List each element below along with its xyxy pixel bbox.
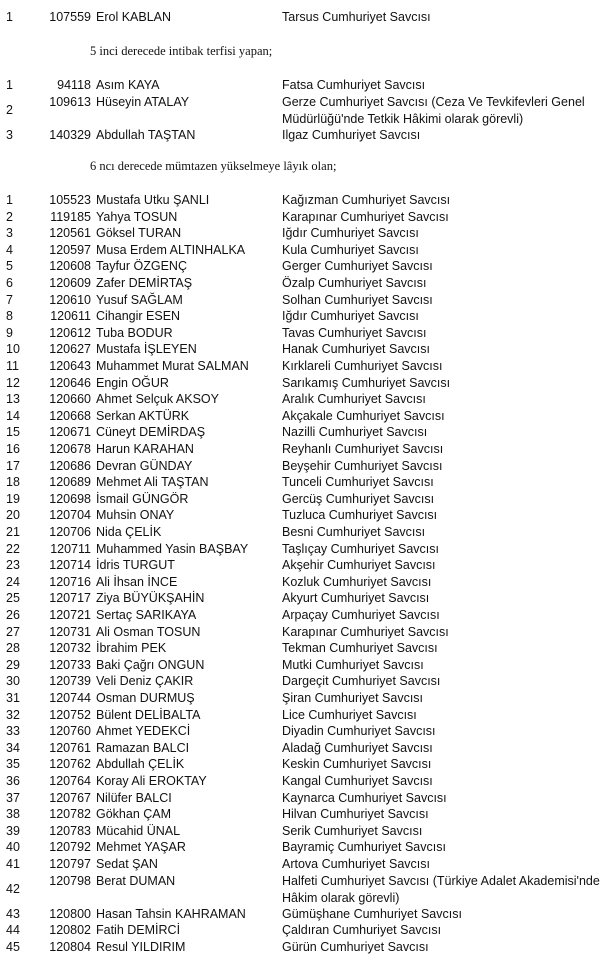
position-title: Solhan Cumhuriyet Savcısı bbox=[282, 292, 433, 307]
list-row bbox=[0, 607, 600, 624]
position-title: Halfeti Cumhuriyet Savcısı (Türkiye Adalet Akademisi'nde bbox=[282, 873, 600, 888]
position-title: Beyşehir Cumhuriyet Savcısı bbox=[282, 458, 443, 473]
list-row bbox=[0, 77, 600, 94]
list-row bbox=[0, 325, 600, 342]
position-title: Bayramiç Cumhuriyet Savcısı bbox=[282, 840, 446, 855]
list-row bbox=[0, 375, 600, 392]
row-number: 35 bbox=[6, 757, 20, 772]
person-name: Nilüfer BALCI bbox=[96, 790, 172, 805]
row-number: 21 bbox=[6, 525, 20, 539]
list-row bbox=[0, 225, 600, 242]
person-name: Osman DURMUŞ bbox=[96, 691, 195, 705]
registry-number: 120797 bbox=[49, 857, 91, 871]
person-name: Mustafa İŞLEYEN bbox=[96, 342, 197, 357]
list-row bbox=[0, 773, 600, 790]
person-name: Ahmet YEDEKCİ bbox=[96, 724, 191, 739]
registry-number: 94118 bbox=[57, 78, 91, 92]
person-name: Muhammed Yasin BAŞBAY bbox=[96, 541, 249, 556]
list-row bbox=[0, 839, 600, 856]
position-title: Kaynarca Cumhuriyet Savcısı bbox=[282, 790, 447, 805]
person-name: Göksel TURAN bbox=[96, 226, 182, 241]
row-number: 41 bbox=[6, 857, 20, 871]
list-row bbox=[0, 557, 600, 574]
registry-number: 120609 bbox=[49, 276, 91, 290]
row-number: 1 bbox=[6, 78, 13, 92]
list-row bbox=[0, 673, 600, 690]
registry-number: 120800 bbox=[49, 906, 91, 921]
list-row bbox=[0, 690, 600, 707]
list-row bbox=[0, 624, 600, 641]
list-row bbox=[0, 507, 600, 524]
person-name: Sedat ŞAN bbox=[96, 857, 158, 871]
registry-number: 120706 bbox=[49, 525, 91, 539]
position-title: Gerze Cumhuriyet Savcısı (Ceza Ve Tevkifevleri Genel bbox=[282, 94, 585, 109]
person-name: Asım KAYA bbox=[96, 78, 160, 92]
row-number: 9 bbox=[6, 325, 13, 340]
position-title: Arpaçay Cumhuriyet Savcısı bbox=[282, 608, 440, 622]
row-number: 7 bbox=[6, 292, 13, 307]
person-name: İsmail GÜNGÖR bbox=[96, 491, 189, 506]
person-name: Fatih DEMİRCİ bbox=[96, 923, 181, 938]
registry-number: 120733 bbox=[49, 657, 91, 672]
person-name: Nida ÇELİK bbox=[96, 525, 162, 539]
position-title: Artova Cumhuriyet Savcısı bbox=[282, 857, 430, 871]
position-title: Kula Cumhuriyet Savcısı bbox=[282, 242, 419, 257]
person-name: Yusuf SAĞLAM bbox=[96, 292, 183, 307]
registry-number: 120792 bbox=[49, 840, 91, 855]
registry-number: 120752 bbox=[49, 707, 91, 722]
registry-number: 120721 bbox=[49, 608, 91, 622]
row-number: 36 bbox=[6, 774, 20, 788]
person-name: Abdullah ÇELİK bbox=[96, 757, 185, 772]
person-name: Hüseyin ATALAY bbox=[96, 94, 190, 109]
person-name: Cihangir ESEN bbox=[96, 309, 181, 324]
position-title: Gercüş Cumhuriyet Savcısı bbox=[282, 491, 435, 506]
registry-number: 120608 bbox=[49, 259, 91, 274]
row-number: 25 bbox=[6, 591, 20, 606]
registry-number: 120686 bbox=[49, 458, 91, 473]
position-title: Kozluk Cumhuriyet Savcısı bbox=[282, 574, 432, 589]
person-name: İdris TURGUT bbox=[96, 558, 175, 573]
position-title: Şiran Cumhuriyet Savcısı bbox=[282, 691, 424, 705]
position-title: Taşlıçay Cumhuriyet Savcısı bbox=[282, 541, 439, 556]
position-title: Fatsa Cumhuriyet Savcısı bbox=[282, 78, 426, 92]
registry-number: 120731 bbox=[49, 624, 91, 639]
person-name: Zafer DEMİRTAŞ bbox=[96, 276, 193, 290]
registry-number: 120802 bbox=[49, 923, 91, 938]
position-title: Gümüşhane Cumhuriyet Savcısı bbox=[282, 906, 462, 921]
row-number: 3 bbox=[6, 127, 13, 142]
list-row bbox=[0, 258, 600, 275]
row-number: 19 bbox=[6, 491, 20, 506]
registry-number: 120760 bbox=[49, 724, 91, 739]
person-name: Mustafa Utku ŞANLI bbox=[96, 193, 210, 207]
person-name: Serkan AKTÜRK bbox=[96, 408, 190, 423]
list-row bbox=[0, 292, 600, 309]
row-number: 33 bbox=[6, 724, 20, 739]
registry-number: 120783 bbox=[49, 823, 91, 838]
list-row bbox=[0, 922, 600, 939]
list-row bbox=[0, 740, 600, 757]
registry-number: 120767 bbox=[49, 790, 91, 805]
list-row bbox=[0, 707, 600, 724]
person-name: Berat DUMAN bbox=[96, 873, 176, 888]
list-row bbox=[0, 873, 600, 907]
person-name: Ahmet Selçuk AKSOY bbox=[96, 392, 219, 407]
registry-number: 120804 bbox=[49, 940, 91, 954]
registry-number: 120717 bbox=[49, 591, 91, 606]
row-number: 40 bbox=[6, 840, 20, 855]
list-row bbox=[0, 441, 600, 458]
registry-number: 120798 bbox=[49, 873, 91, 888]
position-title-continued: Müdürlüğü'nde Tetkik Hâkimi olarak görevli) bbox=[282, 111, 524, 126]
person-name: Gökhan ÇAM bbox=[96, 807, 172, 822]
list-row bbox=[0, 424, 600, 441]
row-number: 23 bbox=[6, 558, 20, 573]
row-number: 42 bbox=[6, 881, 20, 896]
list-row bbox=[0, 474, 600, 491]
row-number: 44 bbox=[6, 923, 20, 938]
row-number: 3 bbox=[6, 226, 13, 241]
registry-number: 120764 bbox=[49, 774, 91, 788]
position-title: Reyhanlı Cumhuriyet Savcısı bbox=[282, 442, 444, 456]
registry-number: 120761 bbox=[49, 740, 91, 755]
registry-number: 120704 bbox=[49, 508, 91, 523]
row-number: 16 bbox=[6, 442, 20, 456]
person-name: Abdullah TAŞTAN bbox=[96, 127, 196, 142]
row-number: 2 bbox=[6, 209, 13, 224]
person-name: Baki Çağrı ONGUN bbox=[96, 657, 205, 672]
registry-number: 120698 bbox=[49, 491, 91, 506]
person-name: İbrahim PEK bbox=[96, 641, 167, 656]
person-name: Mücahid ÜNAL bbox=[96, 823, 181, 838]
list-row bbox=[0, 590, 600, 607]
list-row bbox=[0, 94, 600, 128]
row-number: 31 bbox=[6, 691, 20, 705]
registry-number: 120744 bbox=[49, 691, 91, 705]
list-row bbox=[0, 127, 600, 144]
position-title: Tarsus Cumhuriyet Savcısı bbox=[282, 10, 431, 24]
person-name: Tayfur ÖZGENÇ bbox=[96, 259, 187, 274]
row-number: 24 bbox=[6, 574, 20, 589]
person-name: Mehmet YAŞAR bbox=[96, 840, 186, 855]
position-title: Mutki Cumhuriyet Savcısı bbox=[282, 657, 424, 672]
registry-number: 120714 bbox=[49, 558, 91, 573]
registry-number: 140329 bbox=[49, 127, 91, 142]
row-number: 29 bbox=[6, 657, 20, 672]
row-number: 38 bbox=[6, 807, 20, 822]
row-number: 17 bbox=[6, 458, 20, 473]
list-row bbox=[0, 856, 600, 873]
registry-number: 120739 bbox=[49, 674, 91, 689]
position-title: Iğdır Cumhuriyet Savcısı bbox=[282, 226, 419, 241]
registry-number: 120597 bbox=[49, 242, 91, 257]
person-name: Musa Erdem ALTINHALKA bbox=[96, 242, 246, 257]
position-title: Serik Cumhuriyet Savcısı bbox=[282, 823, 423, 838]
list-row bbox=[0, 391, 600, 408]
person-name: Ali Osman TOSUN bbox=[96, 624, 201, 639]
position-title: Ilgaz Cumhuriyet Savcısı bbox=[282, 127, 421, 142]
registry-number: 120643 bbox=[49, 359, 91, 373]
position-title: Diyadin Cumhuriyet Savcısı bbox=[282, 724, 436, 739]
list-row bbox=[0, 209, 600, 226]
row-number: 13 bbox=[6, 392, 20, 407]
row-number: 34 bbox=[6, 740, 20, 755]
row-number: 2 bbox=[6, 102, 13, 117]
person-name: Ali İhsan İNCE bbox=[96, 574, 178, 589]
person-name: Koray Ali EROKTAY bbox=[96, 774, 207, 788]
person-name: Hasan Tahsin KAHRAMAN bbox=[96, 906, 246, 921]
row-number: 1 bbox=[6, 10, 13, 24]
position-title: Hanak Cumhuriyet Savcısı bbox=[282, 342, 430, 357]
list-row bbox=[0, 640, 600, 657]
list-row bbox=[0, 524, 600, 541]
position-title: Kağızman Cumhuriyet Savcısı bbox=[282, 193, 451, 207]
position-title: Gerger Cumhuriyet Savcısı bbox=[282, 259, 433, 274]
registry-number: 107559 bbox=[49, 10, 91, 24]
row-number: 43 bbox=[6, 906, 20, 921]
position-title: Tuzluca Cumhuriyet Savcısı bbox=[282, 508, 438, 523]
position-title: Tekman Cumhuriyet Savcısı bbox=[282, 641, 438, 656]
row-number: 22 bbox=[6, 541, 20, 556]
position-title: Tavas Cumhuriyet Savcısı bbox=[282, 325, 427, 340]
registry-number: 109613 bbox=[49, 94, 91, 109]
list-row bbox=[0, 723, 600, 740]
list-row bbox=[0, 192, 600, 209]
row-number: 11 bbox=[6, 359, 19, 373]
row-number: 20 bbox=[6, 508, 20, 523]
registry-number: 120762 bbox=[49, 757, 91, 772]
person-name: Erol KABLAN bbox=[96, 10, 172, 24]
registry-number: 120668 bbox=[49, 408, 91, 423]
list-row bbox=[0, 458, 600, 475]
registry-number: 120671 bbox=[49, 425, 91, 440]
row-number: 12 bbox=[6, 375, 20, 390]
list-row bbox=[0, 939, 600, 956]
list-row bbox=[0, 341, 600, 358]
position-title: Karapınar Cumhuriyet Savcısı bbox=[282, 209, 449, 224]
person-name: Muhammet Murat SALMAN bbox=[96, 359, 249, 373]
position-title: Gürün Cumhuriyet Savcısı bbox=[282, 940, 429, 954]
row-number: 6 bbox=[6, 276, 13, 290]
list-row bbox=[0, 9, 600, 26]
registry-number: 120646 bbox=[49, 375, 91, 390]
registry-number: 105523 bbox=[49, 193, 91, 207]
position-title: Akçakale Cumhuriyet Savcısı bbox=[282, 408, 445, 423]
position-title: Kangal Cumhuriyet Savcısı bbox=[282, 774, 433, 788]
list-row bbox=[0, 491, 600, 508]
position-title: Hilvan Cumhuriyet Savcısı bbox=[282, 807, 429, 822]
person-name: Devran GÜNDAY bbox=[96, 458, 193, 473]
registry-number: 120716 bbox=[49, 574, 91, 589]
row-number: 32 bbox=[6, 707, 20, 722]
registry-number: 120610 bbox=[49, 292, 91, 307]
list-row bbox=[0, 823, 600, 840]
position-title: Aladağ Cumhuriyet Savcısı bbox=[282, 740, 433, 755]
registry-number: 120711 bbox=[50, 541, 91, 556]
person-name: Resul YILDIRIM bbox=[96, 940, 186, 954]
list-row bbox=[0, 541, 600, 558]
list-row bbox=[0, 657, 600, 674]
row-number: 26 bbox=[6, 608, 20, 622]
registry-number: 120689 bbox=[49, 475, 91, 490]
row-number: 28 bbox=[6, 641, 20, 656]
position-title: Akyurt Cumhuriyet Savcısı bbox=[282, 591, 430, 606]
row-number: 1 bbox=[6, 193, 13, 207]
row-number: 10 bbox=[6, 342, 20, 357]
registry-number: 120660 bbox=[49, 392, 91, 407]
row-number: 14 bbox=[6, 408, 20, 423]
position-title-continued: Hâkim olarak görevli) bbox=[282, 890, 400, 905]
position-title: Kırklareli Cumhuriyet Savcısı bbox=[282, 359, 443, 373]
person-name: Engin OĞUR bbox=[96, 375, 169, 390]
person-name: Yahya TOSUN bbox=[96, 209, 178, 224]
registry-number: 119185 bbox=[50, 209, 91, 224]
row-number: 8 bbox=[6, 309, 13, 324]
position-title: Karapınar Cumhuriyet Savcısı bbox=[282, 624, 449, 639]
list-row bbox=[0, 275, 600, 292]
row-number: 15 bbox=[6, 425, 20, 440]
registry-number: 120611 bbox=[50, 309, 91, 324]
position-title: Iğdır Cumhuriyet Savcısı bbox=[282, 309, 419, 324]
row-number: 39 bbox=[6, 823, 20, 838]
section-heading: 5 inci derecede intibak terfisi yapan; bbox=[90, 44, 273, 58]
position-title: Özalp Cumhuriyet Savcısı bbox=[282, 276, 427, 290]
list-row bbox=[0, 906, 600, 923]
row-number: 5 bbox=[6, 259, 13, 274]
list-row bbox=[0, 408, 600, 425]
position-title: Dargeçit Cumhuriyet Savcısı bbox=[282, 674, 441, 689]
person-name: Bülent DELİBALTA bbox=[96, 707, 201, 722]
registry-number: 120627 bbox=[49, 342, 91, 357]
person-name: Mehmet Ali TAŞTAN bbox=[96, 475, 209, 490]
registry-number: 120732 bbox=[49, 641, 91, 656]
list-row bbox=[0, 574, 600, 591]
position-title: Besni Cumhuriyet Savcısı bbox=[282, 525, 426, 539]
row-number: 4 bbox=[6, 242, 13, 257]
row-number: 18 bbox=[6, 475, 20, 490]
row-number: 45 bbox=[6, 940, 20, 954]
position-title: Tunceli Cumhuriyet Savcısı bbox=[282, 475, 434, 490]
list-row bbox=[0, 756, 600, 773]
registry-number: 120612 bbox=[49, 325, 91, 340]
position-title: Akşehir Cumhuriyet Savcısı bbox=[282, 558, 436, 573]
registry-number: 120782 bbox=[49, 807, 91, 822]
person-name: Ziya BÜYÜKŞAHİN bbox=[96, 591, 205, 606]
list-row bbox=[0, 806, 600, 823]
person-name: Sertaç SARIKAYA bbox=[96, 608, 197, 622]
position-title: Aralık Cumhuriyet Savcısı bbox=[282, 392, 426, 407]
row-number: 37 bbox=[6, 790, 20, 805]
row-number: 30 bbox=[6, 674, 20, 689]
person-name: Tuba BODUR bbox=[96, 325, 173, 340]
list-row bbox=[0, 242, 600, 259]
person-name: Harun KARAHAN bbox=[96, 442, 194, 456]
person-name: Ramazan BALCI bbox=[96, 740, 190, 755]
person-name: Cüneyt DEMİRDAŞ bbox=[96, 425, 206, 440]
section-heading: 6 ncı derecede mümtazen yükselmeye lâyık olan; bbox=[90, 159, 337, 173]
position-title: Nazilli Cumhuriyet Savcısı bbox=[282, 425, 428, 440]
position-title: Sarıkamış Cumhuriyet Savcısı bbox=[282, 375, 451, 390]
list-row bbox=[0, 308, 600, 325]
position-title: Lice Cumhuriyet Savcısı bbox=[282, 707, 417, 722]
registry-number: 120678 bbox=[49, 442, 91, 456]
person-name: Veli Deniz ÇAKIR bbox=[96, 674, 194, 689]
list-row bbox=[0, 358, 600, 375]
row-number: 27 bbox=[6, 624, 20, 639]
position-title: Çaldıran Cumhuriyet Savcısı bbox=[282, 923, 442, 938]
position-title: Keskin Cumhuriyet Savcısı bbox=[282, 757, 432, 772]
registry-number: 120561 bbox=[49, 226, 91, 241]
list-row bbox=[0, 790, 600, 807]
person-name: Muhsin ONAY bbox=[96, 508, 175, 523]
